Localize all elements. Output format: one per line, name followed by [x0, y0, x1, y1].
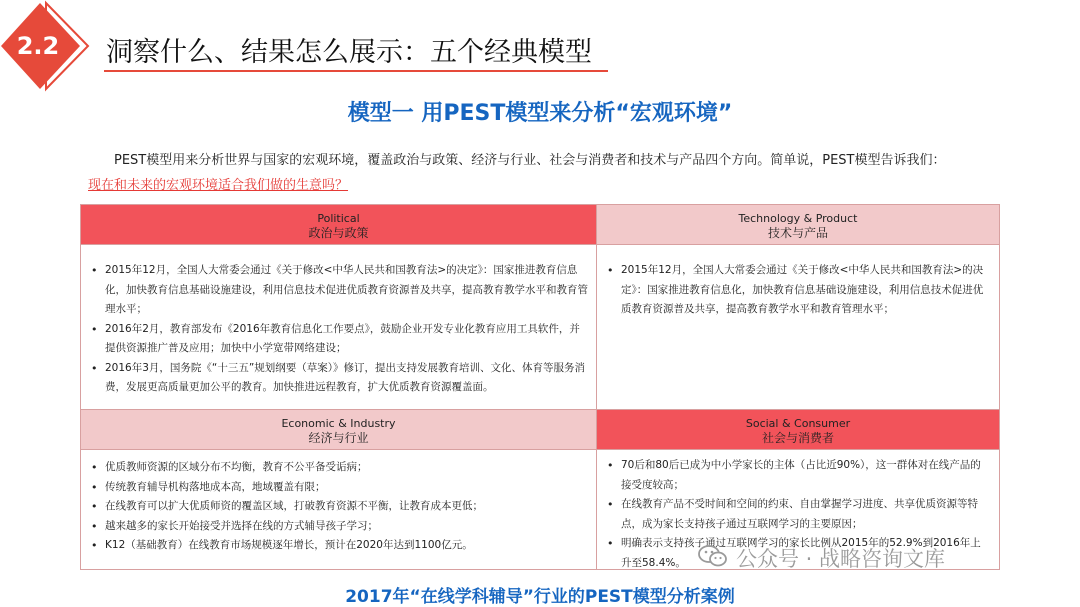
list-item: • 2015年12月，全国人大常委会通过《关于修改<中华人民共和国教育法>的决定》：国家推进教育信息化，加快教育信息基础设施建设，利用信息技术促进优质教育资源普及共享，提高教育教学水平和教育管理水平； — [605, 261, 991, 320]
economic-label-en: Economic & Industry — [281, 417, 396, 430]
list-item: • 70后和80后已成为中小学家长的主体（占比近90%），这一群体对在线产品的接受度较高； — [605, 456, 991, 495]
list-item: • 传统教育辅导机构落地成本高，地域覆盖有限； — [89, 478, 588, 498]
intro-question: 现在和未来的宏观环境适合我们做的生意吗？ — [88, 178, 349, 193]
model-subtitle: 模型一 用PEST模型来分析“宏观环境” — [347, 101, 733, 126]
list-item: • 2015年12月，全国人大常委会通过《关于修改<中华人民共和国教育法>的决定》：国家推进教育信息化，加快教育信息基础设施建设，利用信息技术促进优质教育资源普及共享，提高教育教学水平和教育管理水平； — [89, 261, 588, 320]
list-item: • 在线教育可以扩大优质师资的覆盖区域，打破教育资源不平衡，让教育成本更低； — [89, 497, 588, 517]
social-label-en: Social & Consumer — [745, 417, 851, 430]
watermark — [698, 543, 945, 573]
political-label-en: Political — [317, 212, 360, 225]
list-item: • 优质教师资源的区域分布不均衡，教育不公平备受诟病； — [89, 458, 588, 478]
technology-body — [597, 255, 999, 409]
technology-label-en: Technology & Product — [738, 212, 858, 225]
political-header — [81, 205, 596, 245]
title-underline — [104, 70, 608, 72]
economic-header — [81, 410, 596, 450]
list-item: • 明确表示支持孩子通过互联网学习的家长比例从2015年的52.9%到2016年上升至58.4%。 — [605, 534, 991, 573]
technology-label-cn: 技术与产品 — [767, 226, 828, 240]
list-item: • 越来越多的家长开始接受并选择在线的方式辅导孩子学习； — [89, 517, 588, 537]
political-body — [81, 255, 596, 409]
figure-caption: 2017年“在线学科辅导”行业的PEST模型分析案例 — [345, 587, 735, 607]
social-header — [597, 410, 999, 450]
list-item: • 2016年2月，教育部发布《2016年教育信息化工作要点》，鼓励企业开发专业化教育应用工具软件，并提供资源推广普及应用；加快中小学宽带网络建设； — [89, 320, 588, 359]
watermark-text: 公众号 · 战略咨询文库 — [736, 547, 946, 571]
technology-header — [597, 205, 999, 245]
list-item: • 在线教育产品不受时间和空间的约束、自由掌握学习进度、共享优质资源等特点，成为家长支持孩子通过互联网学习的主要原因； — [605, 495, 991, 534]
economic-body — [81, 452, 596, 569]
section-number: 2.2 — [16, 32, 60, 60]
page-title: 洞察什么、结果怎么展示：五个经典模型 — [106, 37, 592, 68]
economic-label-cn: 经济与行业 — [308, 431, 369, 445]
list-item: • 2016年3月，国务院《“十三五”规划纲要（草案）》修订，提出支持发展教育培训、文化、体育等服务消费，发展更高质量更加公平的教育。加快推进远程教育，扩大优质教育资源覆盖面。 — [89, 359, 588, 398]
intro-text: PEST模型用来分析世界与国家的宏观环境，覆盖政治与政策、经济与行业、社会与消费者和技术与产品四个方向。简单说，PEST模型告诉我们： — [114, 153, 946, 168]
pest-table — [80, 204, 1000, 570]
wechat-icon — [698, 544, 728, 573]
list-item: • K12（基础教育）在线教育市场规模逐年增长，预计在2020年达到1100亿元。 — [89, 536, 588, 556]
section-badge — [0, 0, 92, 92]
political-label-cn: 政治与政策 — [308, 226, 369, 240]
social-label-cn: 社会与消费者 — [761, 431, 834, 445]
